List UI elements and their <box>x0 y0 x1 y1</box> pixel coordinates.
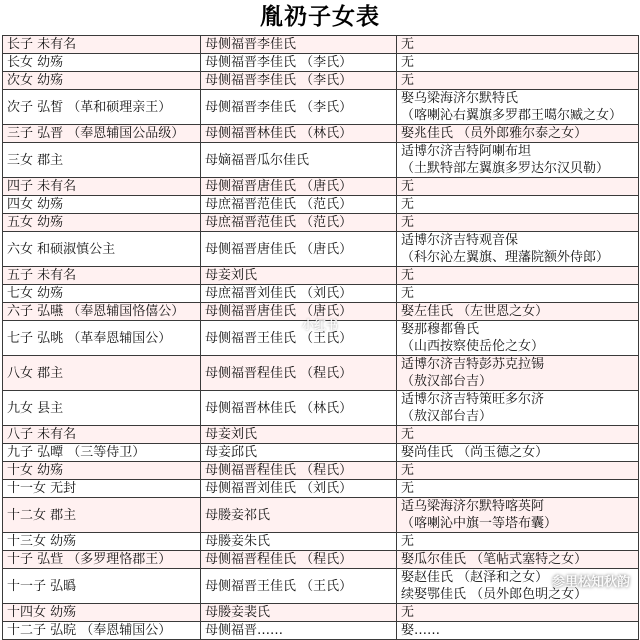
spouse-line: （喀喇沁右翼旗多罗郡王噶尔臧之女） <box>401 108 623 123</box>
table-row <box>3 267 639 285</box>
spouse-cell <box>397 604 639 622</box>
mother-cell: 母庶福晋范佳氏 （范氏） <box>201 214 397 232</box>
mother-cell: 母媵妾裴氏 <box>201 604 397 622</box>
spouse-cell <box>397 125 639 143</box>
spouse-cell <box>397 426 639 444</box>
spouse-line: 娶尚佳氏 （尚玉德之女） <box>401 445 549 460</box>
mother-cell: 母侧福晋…… <box>201 622 397 640</box>
child-name-cell: 十一女 无封 <box>3 480 201 498</box>
mother-cell: 母侧福晋唐佳氏 （唐氏） <box>201 303 397 321</box>
mother-cell: 母侧福晋唐佳氏 （唐氏） <box>201 178 397 196</box>
mother-cell: 母妾刘氏 <box>201 267 397 285</box>
spouse-line: 娶…… <box>401 623 441 638</box>
page-title: 胤礽子女表 <box>0 0 640 34</box>
spouse-line: 无 <box>401 37 415 52</box>
child-name-cell: 四女 幼殇 <box>3 196 201 214</box>
spouse-line: （敖汉部台吉） <box>401 409 493 424</box>
spouse-line: 适博尔济吉特彭苏克拉锡 <box>401 357 545 372</box>
child-name-cell: 十子 弘𣆟 （多罗理恪郡王） <box>3 551 201 569</box>
spouse-line: 无 <box>401 534 415 549</box>
mother-cell: 母庶福晋刘佳氏 （刘氏） <box>201 285 397 303</box>
spouse-cell <box>397 356 639 391</box>
spouse-line: 无 <box>401 55 415 70</box>
spouse-line: 无 <box>401 605 415 620</box>
spouse-line: 无 <box>401 179 415 194</box>
spouse-line: （喀喇沁中旗一等塔布囊） <box>401 516 558 531</box>
spouse-cell <box>397 303 639 321</box>
child-name-cell: 八子 未有名 <box>3 426 201 444</box>
child-name-cell: 十二子 弘晥 （奉恩辅国公） <box>3 622 201 640</box>
table-row <box>3 426 639 444</box>
spouse-cell <box>397 232 639 267</box>
spouse-cell <box>397 196 639 214</box>
spouse-line: 无 <box>401 73 415 88</box>
mother-cell: 母侧福晋李佳氏 （李氏） <box>201 90 397 125</box>
spouse-line: 适乌梁海济尔默特喀英阿 <box>401 499 545 514</box>
watermark-corner: 参里松知秋韵 <box>551 575 630 590</box>
child-name-cell: 十三女 幼殇 <box>3 533 201 551</box>
table-row <box>3 462 639 480</box>
mother-cell: 母侧福晋王佳氏 （王氏） <box>201 321 397 356</box>
table-row <box>3 285 639 303</box>
mother-cell: 母侧福晋程佳氏 （程氏） <box>201 356 397 391</box>
mother-cell: 母媵妾朱氏 <box>201 533 397 551</box>
spouse-cell <box>397 285 639 303</box>
mother-cell: 母庶福晋范佳氏 （范氏） <box>201 196 397 214</box>
table-row <box>3 196 639 214</box>
spouse-line: 无 <box>401 427 415 442</box>
table-row <box>3 498 639 533</box>
spouse-cell <box>397 36 639 54</box>
spouse-cell <box>397 178 639 196</box>
table-row <box>3 551 639 569</box>
child-name-cell: 次子 弘皙 （革和硕理亲王） <box>3 90 201 125</box>
child-name-cell: 七女 幼殇 <box>3 285 201 303</box>
child-name-cell: 六子 弘曣 （奉恩辅国恪僖公） <box>3 303 201 321</box>
mother-cell: 母媵妾祁氏 <box>201 498 397 533</box>
spouse-line: 无 <box>401 463 415 478</box>
table-row <box>3 480 639 498</box>
spouse-line: 续娶鄂佳氏 （员外郎色明之女） <box>401 587 588 602</box>
child-name-cell: 八女 郡主 <box>3 356 201 391</box>
spouse-cell <box>397 267 639 285</box>
mother-cell: 母侧福晋王佳氏 （王氏） <box>201 569 397 604</box>
table-row <box>3 533 639 551</box>
spouse-cell <box>397 214 639 232</box>
table-row <box>3 178 639 196</box>
spouse-cell <box>397 391 639 426</box>
mother-cell: 母妾刘氏 <box>201 426 397 444</box>
child-name-cell: 三子 弘晋 （奉恩辅国公品级） <box>3 125 201 143</box>
child-name-cell: 长女 幼殇 <box>3 54 201 72</box>
spouse-line: 娶那穆都鲁氏 <box>401 322 480 337</box>
spouse-line: （山西按察使岳伦之女） <box>401 339 545 354</box>
spouse-cell <box>397 321 639 356</box>
spouse-line: 适博尔济吉特阿喇布坦 <box>401 144 532 159</box>
spouse-line: 无 <box>401 197 415 212</box>
child-name-cell: 五子 未有名 <box>3 267 201 285</box>
spouse-cell <box>397 498 639 533</box>
spouse-line: 无 <box>401 215 415 230</box>
spouse-line: 适博尔济吉特观音保 <box>401 233 519 248</box>
spouse-line: 娶兆佳氏 （员外郎雅尔泰之女） <box>401 126 588 141</box>
child-name-cell: 三女 郡主 <box>3 143 201 178</box>
child-name-cell: 十二女 郡主 <box>3 498 201 533</box>
child-name-cell: 七子 弘晀 （革奉恩辅国公） <box>3 321 201 356</box>
spouse-line: （敖汉部台吉） <box>401 374 493 389</box>
spouse-line: 无 <box>401 286 415 301</box>
spouse-line: 娶左佳氏 （左世恩之女） <box>401 304 549 319</box>
child-name-cell: 次女 幼殇 <box>3 72 201 90</box>
spouse-cell <box>397 72 639 90</box>
child-name-cell: 十四女 幼殇 <box>3 604 201 622</box>
spouse-line: 娶赵佳氏 （赵泽和之女） <box>401 570 549 585</box>
mother-cell: 母侧福晋林佳氏 （林氏） <box>201 391 397 426</box>
spouse-line: 无 <box>401 268 415 283</box>
spouse-cell <box>397 143 639 178</box>
table-row <box>3 54 639 72</box>
mother-cell: 母侧福晋李佳氏 （李氏） <box>201 54 397 72</box>
child-name-cell: 长子 未有名 <box>3 36 201 54</box>
mother-cell: 母侧福晋李佳氏 <box>201 36 397 54</box>
mother-cell: 母侧福晋唐佳氏 （唐氏） <box>201 232 397 267</box>
mother-cell: 母嫡福晋瓜尔佳氏 <box>201 143 397 178</box>
table-row <box>3 444 639 462</box>
spouse-cell <box>397 551 639 569</box>
spouse-line: 无 <box>401 481 415 496</box>
children-table <box>2 35 639 640</box>
table-row <box>3 604 639 622</box>
spouse-cell <box>397 480 639 498</box>
mother-cell: 母侧福晋程佳氏 （程氏） <box>201 551 397 569</box>
table-row <box>3 36 639 54</box>
watermark-center: 小红书 <box>302 318 339 332</box>
spouse-line: （科尔沁左翼旗、理藩院额外侍郎） <box>401 250 610 265</box>
child-name-cell: 十一子 弘㬙 <box>3 569 201 604</box>
spouse-line: （土默特部左翼旗多罗达尔汉贝勒） <box>401 161 610 176</box>
spouse-line: 娶瓜尔佳氏 （笔帖式塞特之女） <box>401 552 588 567</box>
table-row <box>3 125 639 143</box>
mother-cell: 母侧福晋程佳氏 （程氏） <box>201 462 397 480</box>
spouse-line: 适博尔济吉特策旺多尔济 <box>401 392 545 407</box>
child-name-cell: 九女 县主 <box>3 391 201 426</box>
mother-cell: 母侧福晋林佳氏 （林氏） <box>201 125 397 143</box>
spouse-cell <box>397 533 639 551</box>
table-row <box>3 569 639 604</box>
child-name-cell: 十女 幼殇 <box>3 462 201 480</box>
child-name-cell: 四子 未有名 <box>3 178 201 196</box>
mother-cell: 母妾邱氏 <box>201 444 397 462</box>
table-row <box>3 622 639 640</box>
table-row <box>3 232 639 267</box>
spouse-line: 娶乌梁海济尔默特氏 <box>401 91 519 106</box>
table-row <box>3 214 639 232</box>
spouse-cell <box>397 90 639 125</box>
mother-cell: 母侧福晋刘佳氏 （刘氏） <box>201 480 397 498</box>
table-row <box>3 72 639 90</box>
mother-cell: 母侧福晋李佳氏 （李氏） <box>201 72 397 90</box>
spouse-cell <box>397 54 639 72</box>
children-table-body <box>3 36 639 640</box>
child-name-cell: 五女 幼殇 <box>3 214 201 232</box>
table-row <box>3 356 639 391</box>
spouse-cell <box>397 622 639 640</box>
table-row <box>3 90 639 125</box>
table-row <box>3 391 639 426</box>
spouse-cell <box>397 462 639 480</box>
spouse-cell <box>397 444 639 462</box>
child-name-cell: 九子 弘曋 （三等侍卫） <box>3 444 201 462</box>
table-row <box>3 143 639 178</box>
child-name-cell: 六女 和硕淑慎公主 <box>3 232 201 267</box>
